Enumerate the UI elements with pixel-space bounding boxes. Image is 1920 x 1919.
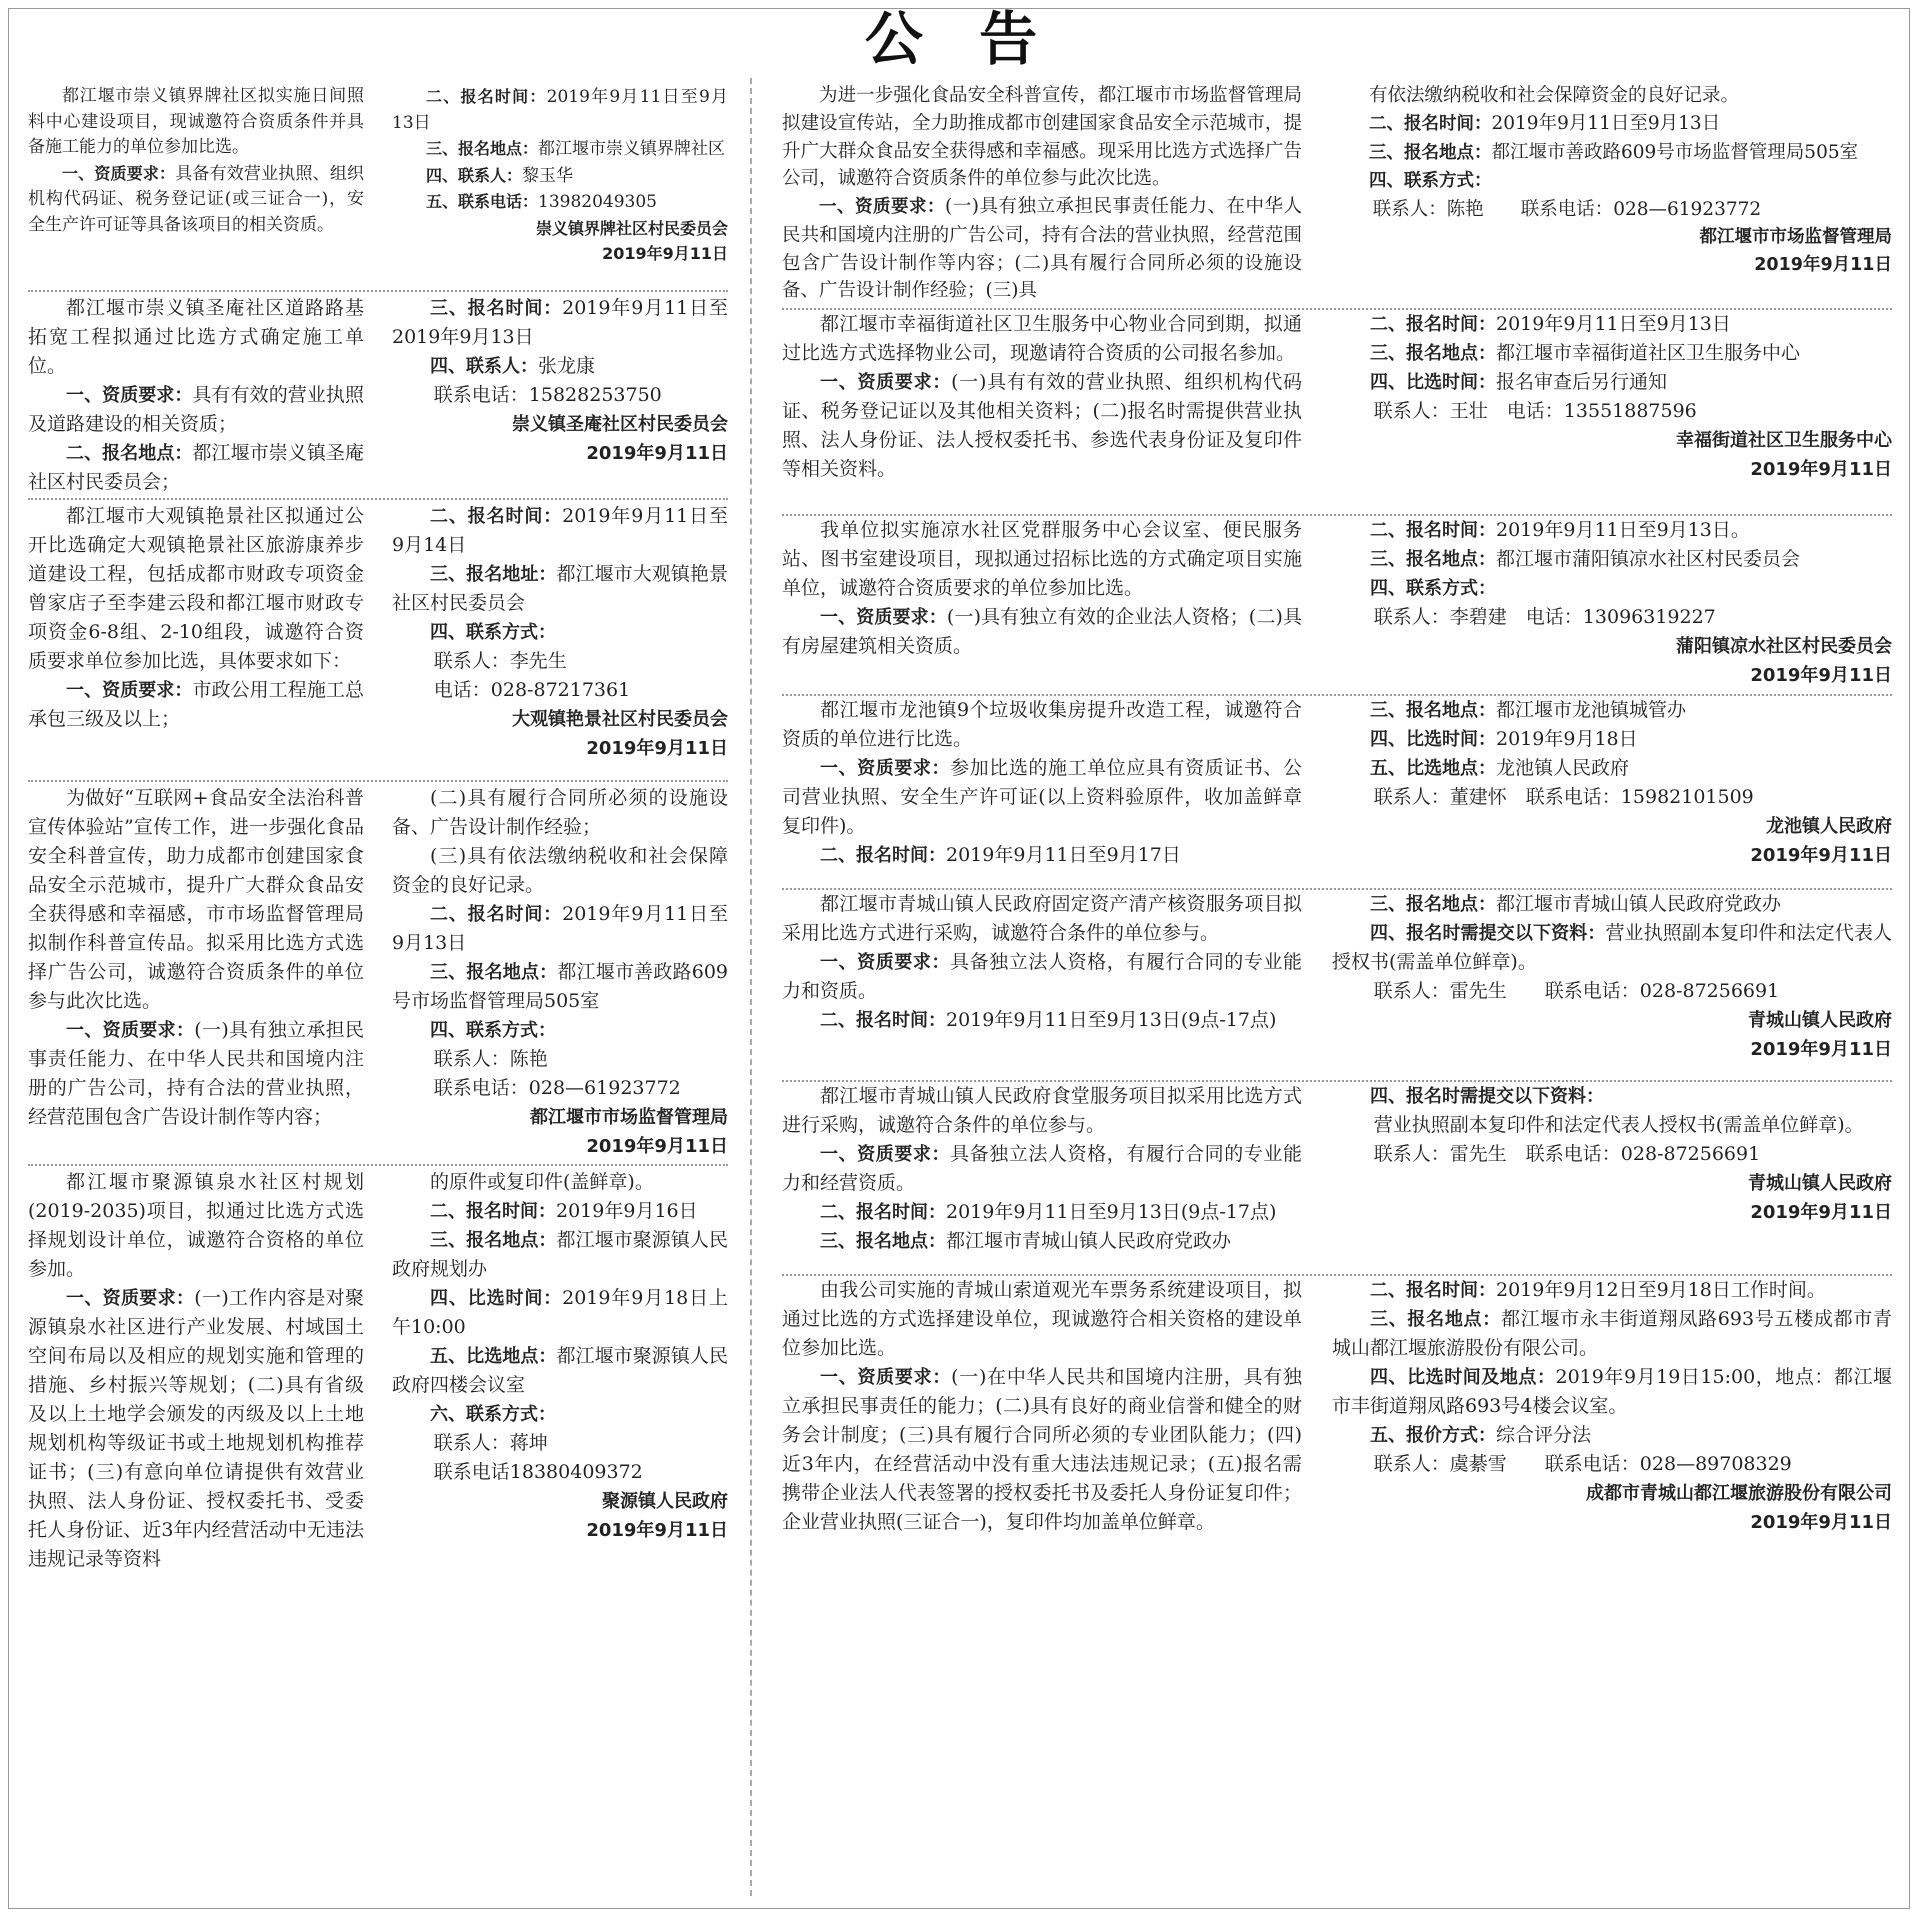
issue-date: 2019年9月11日	[586, 443, 728, 464]
issuer-name: 龙池镇人民政府	[1766, 816, 1892, 837]
notice-paragraph: (三)具有依法缴纳税收和社会保障资金的良好记录。	[392, 845, 728, 896]
section-heading: 三、报名地点：	[1370, 700, 1496, 721]
section-heading: 四、联系方式：	[1370, 578, 1496, 599]
notice-body	[782, 310, 1302, 514]
section-heading: 一、资质要求：	[66, 1288, 195, 1309]
notice-block	[782, 890, 1892, 1082]
section-heading: 一、资质要求：	[820, 1367, 952, 1388]
section-text: 联系人：蒋坤	[433, 1432, 548, 1454]
notice-block	[782, 696, 1892, 890]
notice-paragraph: 我单位拟实施凉水社区党群服务中心会议室、便民服务站、图书室建设项目，现拟通过招标比选的方式确定项目实施单位，诚邀符合资质要求的单位参加比选。	[782, 519, 1302, 599]
notice-section	[392, 502, 728, 560]
notice-section	[392, 1284, 728, 1342]
section-text: 都江堰市蒲阳镇凉水社区村民委员会	[1496, 548, 1801, 570]
notice-line	[392, 381, 728, 410]
section-text: 联系人：李先生	[433, 650, 567, 672]
notice-line	[1332, 977, 1892, 1006]
notice-section	[28, 439, 364, 497]
notice-section	[392, 900, 728, 958]
section-heading: 三、报名时间：	[430, 298, 563, 319]
notice-section	[1332, 1082, 1892, 1111]
section-text: 联系人：雷先生 联系电话：028-87256691	[1373, 1143, 1761, 1165]
notice-section	[392, 163, 728, 190]
section-text: 2019年9月11日至9月13日(9点-17点)	[946, 1201, 1277, 1223]
section-heading: 五、比选地点：	[430, 1346, 557, 1367]
notice-body	[782, 516, 1302, 694]
section-text: 2019年9月11日至9月13日	[1496, 313, 1731, 335]
notice-details	[392, 84, 728, 290]
section-text: 2019年9月12日至9月18日工作时间。	[1496, 1279, 1826, 1301]
section-text: 13982049305	[538, 192, 657, 212]
notice-body	[782, 82, 1302, 308]
notice-block	[782, 1082, 1892, 1276]
issue-date: 2019年9月11日	[1750, 1202, 1892, 1223]
section-heading: 二、报名时间：	[1370, 314, 1496, 335]
right-column	[782, 82, 1892, 1636]
notice-line	[392, 1429, 728, 1458]
section-text: 联系人：虞綦雪 联系电话：028—89708329	[1373, 1453, 1792, 1475]
notice-paragraph: 都江堰市聚源镇泉水社区村规划(2019-2035)项目，拟通过比选方式选择规划设计单位，诚邀符合资格的单位参加。	[28, 1171, 364, 1280]
notice-section	[1332, 1305, 1892, 1363]
section-heading: 五、联系电话：	[426, 192, 539, 211]
section-text: 联系人：李碧建 电话：13096319227	[1373, 606, 1716, 628]
section-heading: 四、报名时需提交以下资料：	[1370, 1086, 1604, 1107]
notice-block	[28, 1166, 728, 1696]
notice-body	[28, 294, 364, 498]
section-heading: 一、资质要求：	[820, 372, 952, 393]
notice-section	[1332, 1363, 1892, 1421]
notice-paragraph: 为做好“互联网+食品安全法治科普宣传体验站”宣传工作，进一步强化食品安全科普宣传，助力成都市创建国家食品安全示范城市，提升广大群众食品安全获得感和幸福感，市市场监督管理局拟制作科普宣传品。拟采用比选方式选择广告公司，诚邀符合资质条件的单位参与此次比选。	[28, 787, 364, 1012]
section-heading: 二、报名时间：	[1369, 113, 1492, 134]
notice-details	[392, 784, 728, 1164]
section-text: 2019年9月11日至9月13日。	[1496, 519, 1750, 541]
notice-block	[28, 82, 728, 292]
section-heading: 六、联系方式：	[430, 1404, 556, 1425]
notice-paragraph: (二)具有履行合同所必须的设施设备、广告设计制作经验；	[392, 787, 728, 838]
notice-line	[1332, 1450, 1892, 1479]
section-heading: 二、报名时间：	[430, 904, 563, 925]
issue-date: 2019年9月11日	[602, 244, 728, 263]
section-heading: 五、报价方式：	[1370, 1425, 1496, 1446]
section-text: 电话：028-87217361	[433, 679, 631, 701]
section-heading: 四、联系人：	[426, 165, 523, 185]
notice-paragraph: 都江堰市幸福街道社区卫生服务中心物业合同到期，拟通过比选方式选择物业公司，现邀请符合资质的公司报名参加。	[782, 313, 1302, 364]
notice-section	[28, 161, 364, 239]
section-text: 都江堰市崇义镇界牌社区	[538, 139, 726, 159]
notice-section	[392, 1226, 728, 1284]
notice-line	[392, 1074, 728, 1103]
notice-paragraph: 为进一步强化食品安全科普宣传，都江堰市市场监督管理局拟建设宣传站，全力助推成都市创建国家食品安全示范城市，提升广大群众食品安全获得感和幸福感。现采用比选方式选择广告公司，诚邀符合资质条件的单位参与此次比选。	[782, 85, 1302, 190]
section-text: 报名审查后另行通知	[1496, 371, 1668, 393]
section-heading: 四、联系方式：	[430, 622, 556, 643]
notice-line	[1332, 783, 1892, 812]
notice-details	[1332, 696, 1892, 888]
section-text: 都江堰市聚源镇人民政府规划办	[392, 1229, 728, 1280]
notice-details	[1332, 1082, 1892, 1274]
section-text: 2019年9月11日至2019年9月13日	[392, 297, 728, 348]
section-heading: 三、报名地点：	[1370, 894, 1496, 915]
notice-body	[28, 1168, 364, 1696]
notice-line	[1332, 196, 1892, 224]
notice-section	[1332, 754, 1892, 783]
notice-section	[782, 603, 1302, 661]
notice-section	[782, 1140, 1302, 1198]
issuer-name: 青城山镇人民政府	[1748, 1010, 1892, 1031]
notice-section	[28, 1284, 364, 1574]
notice-section	[1332, 139, 1892, 168]
section-text: 联系电话18380409372	[433, 1461, 643, 1483]
issue-date: 2019年9月11日	[586, 1136, 728, 1157]
section-text: 参加比选的施工单位应具有资质证书、公司营业执照、安全生产许可证(以上资料验原件，收加盖鲜章复印件)。	[782, 757, 1302, 837]
section-heading: 二、报名时间：	[430, 1201, 556, 1222]
issuer-name: 幸福街道社区卫生服务中心	[1676, 430, 1892, 451]
notice-line	[392, 1458, 728, 1487]
section-heading: 四、比选时间：	[1370, 729, 1496, 750]
notice-line	[1332, 1140, 1892, 1169]
notice-section	[1332, 574, 1892, 603]
notice-line	[392, 647, 728, 676]
notice-section	[392, 958, 728, 1016]
section-heading: 二、报名时间：	[430, 506, 563, 527]
section-text: 2019年9月19日15:00，地点：都江堰市丰街道翔凤路693号4楼会议室。	[1332, 1366, 1892, 1417]
section-text: 张龙康	[538, 355, 596, 377]
issuer-name: 成都市青城山都江堰旅游股份有限公司	[1586, 1483, 1892, 1504]
notice-block	[782, 516, 1892, 696]
notice-block	[28, 500, 728, 782]
section-heading: 二、报名时间：	[426, 87, 547, 106]
notice-section	[392, 189, 728, 216]
notice-section	[782, 368, 1302, 484]
issue-date: 2019年9月11日	[1750, 845, 1892, 866]
section-heading: 二、报名时间：	[820, 845, 946, 866]
notice-section	[392, 84, 728, 136]
notice-paragraph: 由我公司实施的青城山索道观光车票务系统建设项目，拟通过比选的方式选择建设单位，现诚邀符合相关资格的建设单位参加比选。	[782, 1279, 1302, 1359]
notice-details	[1332, 1276, 1892, 1636]
section-text: 都江堰市幸福街道社区卫生服务中心	[1496, 342, 1801, 364]
notice-line	[392, 1045, 728, 1074]
section-heading: 二、报名时间：	[820, 1202, 946, 1223]
page-title: 公 告	[864, 5, 1056, 73]
section-heading: 三、报名地点：	[820, 1231, 946, 1252]
section-text: 联系人：陈艳 联系电话：028—61923772	[1372, 199, 1762, 220]
notice-line	[1332, 397, 1892, 426]
notice-body	[782, 1082, 1302, 1274]
section-heading: 一、资质要求：	[66, 385, 193, 406]
notice-section	[1332, 696, 1892, 725]
section-text: 2019年9月18日	[1496, 728, 1638, 750]
section-text: 营业执照副本复印件和法定代表人授权书(需盖单位鲜章)。	[1373, 1114, 1864, 1136]
section-heading: 一、资质要求：	[66, 680, 193, 701]
section-text: 联系人：董建怀 联系电话：15982101509	[1373, 786, 1754, 808]
section-text: 都江堰市永丰街道翔凤路693号五楼成都市青城山都江堰旅游股份有限公司。	[1332, 1308, 1892, 1359]
notice-body	[28, 84, 364, 290]
notice-section	[1332, 725, 1892, 754]
column-divider	[750, 78, 752, 1896]
section-text: 都江堰市聚源镇人民政府四楼会议室	[392, 1345, 728, 1396]
issuer-name: 崇义镇界牌社区村民委员会	[535, 218, 728, 238]
section-text: 2019年9月11日至9月13日	[392, 87, 728, 133]
notice-section	[28, 381, 364, 439]
section-text: 联系人：雷先生 联系电话：028-87256691	[1373, 980, 1780, 1002]
section-heading: 三、报名地点：	[426, 139, 539, 158]
notice-body	[28, 784, 364, 1164]
section-text: (一)具有独立有效的企业法人资格；(二)具有房屋建筑相关资质。	[782, 606, 1303, 657]
notice-paragraph: 都江堰市崇义镇界牌社区拟实施日间照料中心建设项目，现诚邀符合资质条件并具备施工能力的单位参加比选。	[28, 86, 364, 157]
issuer-name: 都江堰市市场监督管理局	[530, 1107, 728, 1128]
notice-section	[392, 352, 728, 381]
notice-paragraph: 的原件或复印件(盖鲜章)。	[430, 1171, 654, 1193]
issuer-name: 崇义镇圣庵社区村民委员会	[512, 414, 728, 435]
section-text: 营业执照副本复印件和法定代表人授权书(需盖单位鲜章)。	[1332, 922, 1892, 973]
section-text: 2019年9月18日上午10:00	[392, 1287, 728, 1338]
section-text: 2019年9月16日	[556, 1200, 698, 1222]
notice-paragraph: 有依法缴纳税收和社会保障资金的良好记录。	[1369, 85, 1740, 106]
section-heading: 一、资质要求：	[66, 1020, 195, 1041]
section-text: 龙池镇人民政府	[1496, 757, 1630, 779]
notice-line	[392, 676, 728, 705]
notice-block	[782, 310, 1892, 516]
notice-section	[1332, 110, 1892, 139]
section-heading: 四、报名时需提交以下资料：	[1370, 923, 1606, 944]
section-text: 2019年9月11日至9月14日	[392, 505, 728, 556]
section-text: (一)具有独立承担民事责任能力、在中华人民共和国境内注册的广告公司，持有合法的营业执照，经营范围包含广告设计制作等内容；	[28, 1019, 365, 1128]
notice-body	[782, 1276, 1302, 1636]
section-heading: 三、报名地点：	[1370, 343, 1496, 364]
section-text: 具有有效的营业执照及道路建设的相关资质；	[28, 384, 364, 435]
notice-block	[28, 292, 728, 500]
section-heading: 一、资质要求：	[820, 607, 947, 628]
issuer-name: 大观镇艳景社区村民委员会	[512, 709, 728, 730]
notice-paragraph: 都江堰市龙池镇9个垃圾收集房提升改造工程，诚邀符合资质的单位进行比选。	[782, 699, 1302, 750]
notice-section	[392, 1400, 728, 1429]
notice-section	[392, 560, 728, 618]
section-text: 具备独立法人资格，有履行合同的专业能力和经营资质。	[782, 1143, 1302, 1194]
notice-section	[392, 1197, 728, 1226]
notice-details	[1332, 310, 1892, 514]
section-heading: 五、比选地点：	[1370, 758, 1496, 779]
notice-section	[1332, 1276, 1892, 1305]
notice-section	[1332, 368, 1892, 397]
notice-section	[28, 1016, 364, 1132]
section-heading: 二、报名地点：	[66, 443, 193, 464]
notice-section	[1332, 339, 1892, 368]
notice-section	[1332, 890, 1892, 919]
section-heading: 三、报名地点：	[1370, 549, 1496, 570]
section-heading: 一、资质要求：	[62, 163, 176, 183]
section-heading: 四、比选时间：	[1370, 372, 1496, 393]
notice-section	[1332, 310, 1892, 339]
section-heading: 二、报名时间：	[820, 1010, 946, 1031]
notice-section	[1332, 516, 1892, 545]
notice-block	[782, 1276, 1892, 1636]
issuer-name: 聚源镇人民政府	[602, 1491, 728, 1512]
notice-section	[782, 1227, 1302, 1256]
section-heading: 一、资质要求：	[820, 1144, 951, 1165]
section-heading: 一、资质要求：	[819, 197, 946, 217]
notice-section	[392, 618, 728, 647]
section-heading: 四、联系方式：	[430, 1020, 556, 1041]
notice-section	[28, 676, 364, 734]
issue-date: 2019年9月11日	[1750, 665, 1892, 686]
notice-section	[392, 1342, 728, 1400]
section-text: 具备独立法人资格，有履行合同的专业能力和资质。	[782, 951, 1302, 1002]
issue-date: 2019年9月11日	[1750, 1512, 1892, 1533]
section-text: 2019年9月11日至9月13日	[1491, 112, 1721, 134]
notice-section	[782, 841, 1302, 870]
notice-details	[1332, 82, 1892, 308]
issuer-name: 蒲阳镇凉水社区村民委员会	[1676, 636, 1892, 657]
section-text: 都江堰市崇义镇圣庵社区村民委员会；	[28, 442, 364, 493]
notice-section	[392, 294, 728, 352]
section-text: 都江堰市善政路609号市场监督管理局505室	[1491, 141, 1859, 163]
notice-section	[1332, 545, 1892, 574]
issuer-name: 青城山镇人民政府	[1748, 1173, 1892, 1194]
section-text: 都江堰市善政路609号市场监督管理局505室	[392, 961, 728, 1012]
notice-paragraph: 都江堰市青城山镇人民政府食堂服务项目拟采用比选方式进行采购，诚邀符合条件的单位参与。	[782, 1085, 1302, 1136]
notice-line	[1332, 603, 1892, 632]
section-heading: 三、报名地址：	[430, 564, 557, 585]
section-text: 联系人：陈艳	[433, 1048, 548, 1070]
section-heading: 一、资质要求：	[820, 758, 951, 779]
section-heading: 三、报名地点：	[1370, 1309, 1501, 1330]
issuer-name: 都江堰市市场监督管理局	[1699, 226, 1892, 247]
notice-section	[782, 948, 1302, 1006]
section-text: 都江堰市大观镇艳景社区村民委员会	[392, 563, 728, 614]
section-heading: 二、报名时间：	[1370, 1280, 1496, 1301]
notice-section	[1332, 919, 1892, 977]
section-heading: 一、资质要求：	[820, 952, 951, 973]
section-heading: 四、比选时间：	[430, 1288, 563, 1309]
issue-date: 2019年9月11日	[1754, 254, 1892, 275]
notice-paragraph: 都江堰市崇义镇圣庵社区道路路基拓宽工程拟通过比选方式确定施工单位。	[28, 297, 364, 377]
section-text: (一)工作内容是对聚源镇泉水社区进行产业发展、村域国土空间布局以及相应的规划实施和管理的措施、乡村振兴等规划；(二)具有省级及以上土地学会颁发的丙级及以上土地规划机构等级证书或土地规划机构推荐证书；(三)有意向单位请提供有效营业执照、法人身份证、授权委托书、受委托人身份证、近3年内经营活动中无违法违规记录等资料	[28, 1287, 365, 1570]
notice-details	[392, 294, 728, 498]
section-heading: 四、联系方式：	[1369, 171, 1492, 192]
section-text: 2019年9月11日至9月17日	[946, 844, 1181, 866]
notice-section	[1332, 167, 1892, 196]
section-text: 具备有效营业执照、组织机构代码证、税务登记证(或三证合一)，安全生产许可证等具备该项目的相关资质。	[28, 163, 364, 235]
notice-body	[782, 890, 1302, 1080]
section-text: 都江堰市青城山镇人民政府党政办	[946, 1230, 1232, 1252]
issue-date: 2019年9月11日	[1750, 459, 1892, 480]
section-text: 都江堰市龙池镇城管办	[1496, 699, 1687, 721]
section-text: 综合评分法	[1496, 1424, 1592, 1446]
section-text: 市政公用工程施工总承包三级及以上；	[28, 679, 364, 730]
section-text: (一)在中华人民共和国境内注册，具有独立承担民事责任的能力；(二)具有良好的商业信誉和健全的财务会计制度；(三)具有履行合同所必须的专业团队能力；(四)近3年内，在经营活动中没有重大违法违规记录；(五)报名需携带企业法人代表签署的授权委托书及委托人身份证复印件；企业营业执照(三证合一)，复印件均加盖单位鲜章。	[782, 1366, 1303, 1533]
notice-section	[392, 136, 728, 163]
issue-date: 2019年9月11日	[586, 738, 728, 759]
notice-body	[782, 696, 1302, 888]
section-heading: 三、报名地点：	[1369, 142, 1492, 163]
notice-paragraph: 都江堰市青城山镇人民政府固定资产清产核资服务项目拟采用比选方式进行采购，诚邀符合条件的单位参与。	[782, 893, 1302, 944]
section-heading: 二、报名时间：	[1370, 520, 1496, 541]
section-text: 2019年9月11日至9月13日(9点-17点)	[946, 1009, 1277, 1031]
notice-section	[782, 754, 1302, 841]
section-heading: 三、报名地点：	[430, 1230, 557, 1251]
section-heading: 三、报名地点：	[430, 962, 558, 983]
section-heading: 四、联系人：	[430, 356, 538, 377]
notice-details	[1332, 516, 1892, 694]
section-text: (一)具有独立承担民事责任能力、在中华人民共和国境内注册的广告公司，持有合法的营业执照，经营范围包含广告设计制作等内容；(二)具有履行合同所必须的设施设备、广告设计制作经验；(三)具	[782, 196, 1303, 302]
issue-date: 2019年9月11日	[586, 1520, 728, 1541]
left-column	[28, 82, 728, 1696]
notice-section	[1332, 1421, 1892, 1450]
section-heading: 四、比选时间及地点：	[1370, 1367, 1556, 1388]
notice-section	[782, 1198, 1302, 1227]
section-text: 联系人：王壮 电话：13551887596	[1373, 400, 1697, 422]
notice-details	[392, 1168, 728, 1696]
notice-section	[782, 193, 1302, 305]
notice-details	[392, 502, 728, 780]
notice-details	[1332, 890, 1892, 1080]
section-text: 黎玉华	[522, 165, 574, 186]
notice-block	[28, 782, 728, 1166]
notice-section	[782, 1363, 1302, 1537]
section-text: 都江堰市青城山镇人民政府党政办	[1496, 893, 1782, 915]
section-text: 联系电话：028—61923772	[433, 1077, 681, 1099]
notice-section	[392, 1016, 728, 1045]
section-text: (一)具有有效的营业执照、组织机构代码证、税务登记证以及其他相关资料；(二)报名时需提供营业执照、法人身份证、法人授权委托书、参选代表身份证及复印件等相关资料。	[782, 371, 1303, 480]
notice-line	[1332, 1111, 1892, 1140]
notice-section	[782, 1006, 1302, 1035]
notice-block	[782, 82, 1892, 310]
section-text: 2019年9月11日至9月13日	[392, 903, 728, 954]
notice-body	[28, 502, 364, 780]
notice-paragraph: 都江堰市大观镇艳景社区拟通过公开比选确定大观镇艳景社区旅游康养步道建设工程，包括成都市财政专项资金曾家店子至李建云段和都江堰市财政专项资金6-8组、2-10组段，诚邀符合资质要求单位参加比选，具体要求如下：	[28, 505, 364, 672]
section-text: 联系电话：15828253750	[433, 384, 662, 406]
issue-date: 2019年9月11日	[1750, 1039, 1892, 1060]
